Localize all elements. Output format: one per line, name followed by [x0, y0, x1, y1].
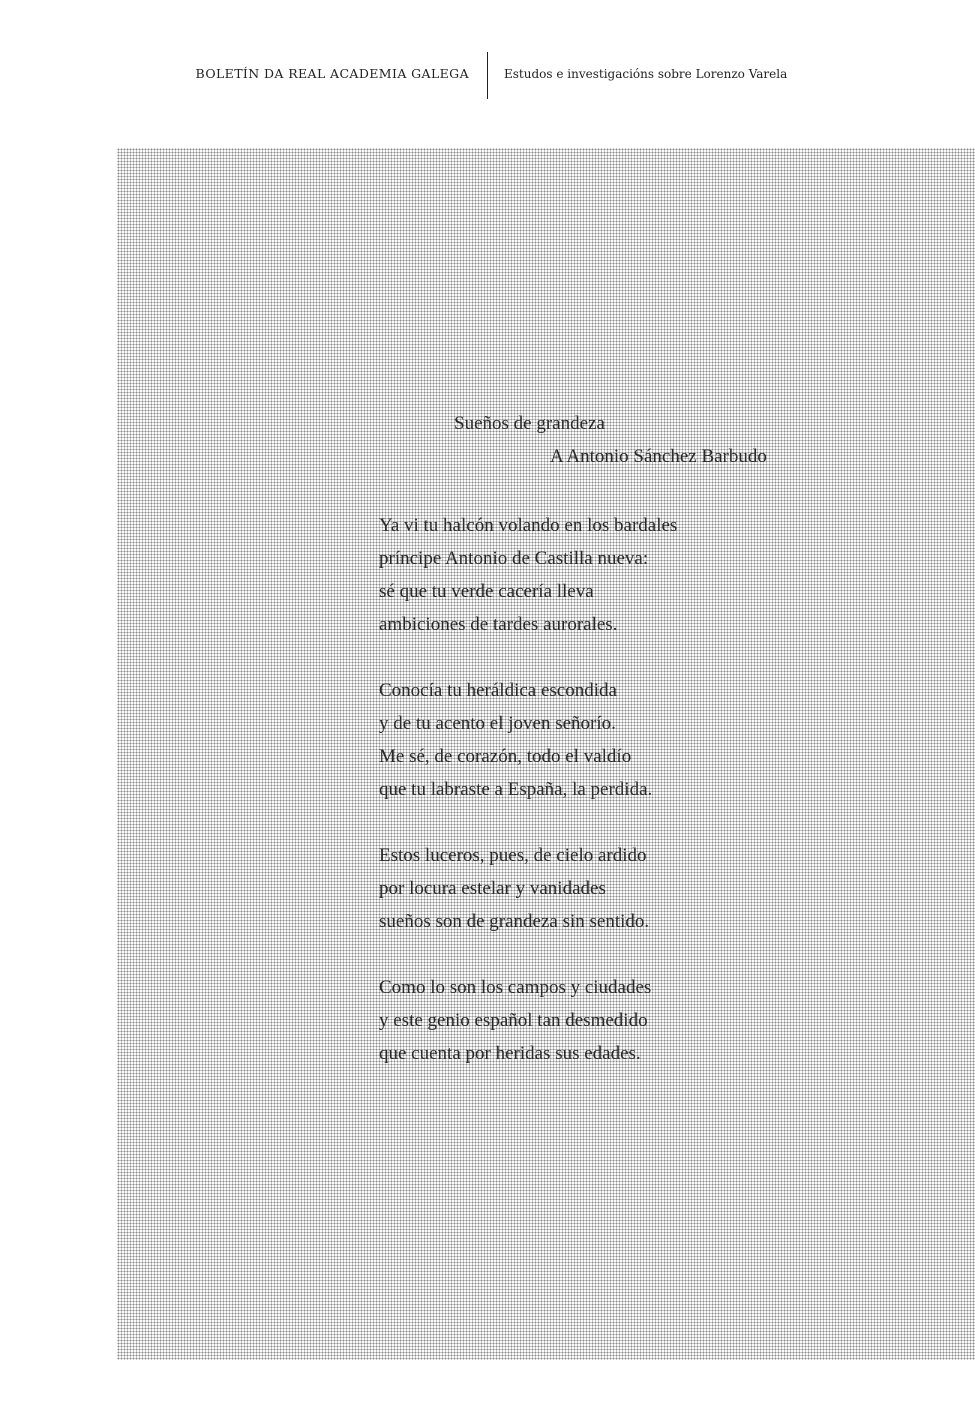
verse-line: y este genio español tan desmedido [379, 1010, 648, 1031]
poem-title: Sueños de grandeza [454, 413, 605, 434]
verse-line: Estos luceros, pues, de cielo ardido [379, 845, 647, 866]
verse-line: que tu labraste a España, la perdida. [379, 779, 653, 800]
verse-line: y de tu acento el joven señorío. [379, 713, 616, 734]
verse-line: Ya vi tu halcón volando en los bardales [379, 515, 678, 536]
stanza-2 [379, 674, 677, 806]
poem-dedication: A Antonio Sánchez Barbudo [550, 446, 767, 467]
stanza-3 [379, 839, 677, 938]
verse-line: sé que tu verde cacería lleva [379, 581, 594, 602]
stanza-1 [379, 509, 677, 641]
journal-title: BOLETÍN DA REAL ACADEMIA GALEGA [195, 66, 469, 81]
verse-line: príncipe Antonio de Castilla nueva: [379, 548, 649, 569]
verse-line: ambiciones de tardes aurorales. [379, 614, 618, 635]
running-header [0, 52, 975, 100]
section-title: Estudos e investigacións sobre Lorenzo Varela [504, 67, 788, 81]
verse-line: Conocía tu heráldica escondida [379, 680, 617, 701]
verse-line: sueños son de grandeza sin sentido. [379, 911, 650, 932]
verse-line: que cuenta por heridas sus edades. [379, 1043, 641, 1064]
verse-line: por locura estelar y vanidades [379, 878, 606, 899]
verse-line: Como lo son los campos y ciudades [379, 977, 652, 998]
header-divider [487, 52, 488, 99]
verse-line: Me sé, de corazón, todo el valdío [379, 746, 632, 767]
poem-body [379, 509, 677, 1103]
stanza-4 [379, 971, 677, 1070]
